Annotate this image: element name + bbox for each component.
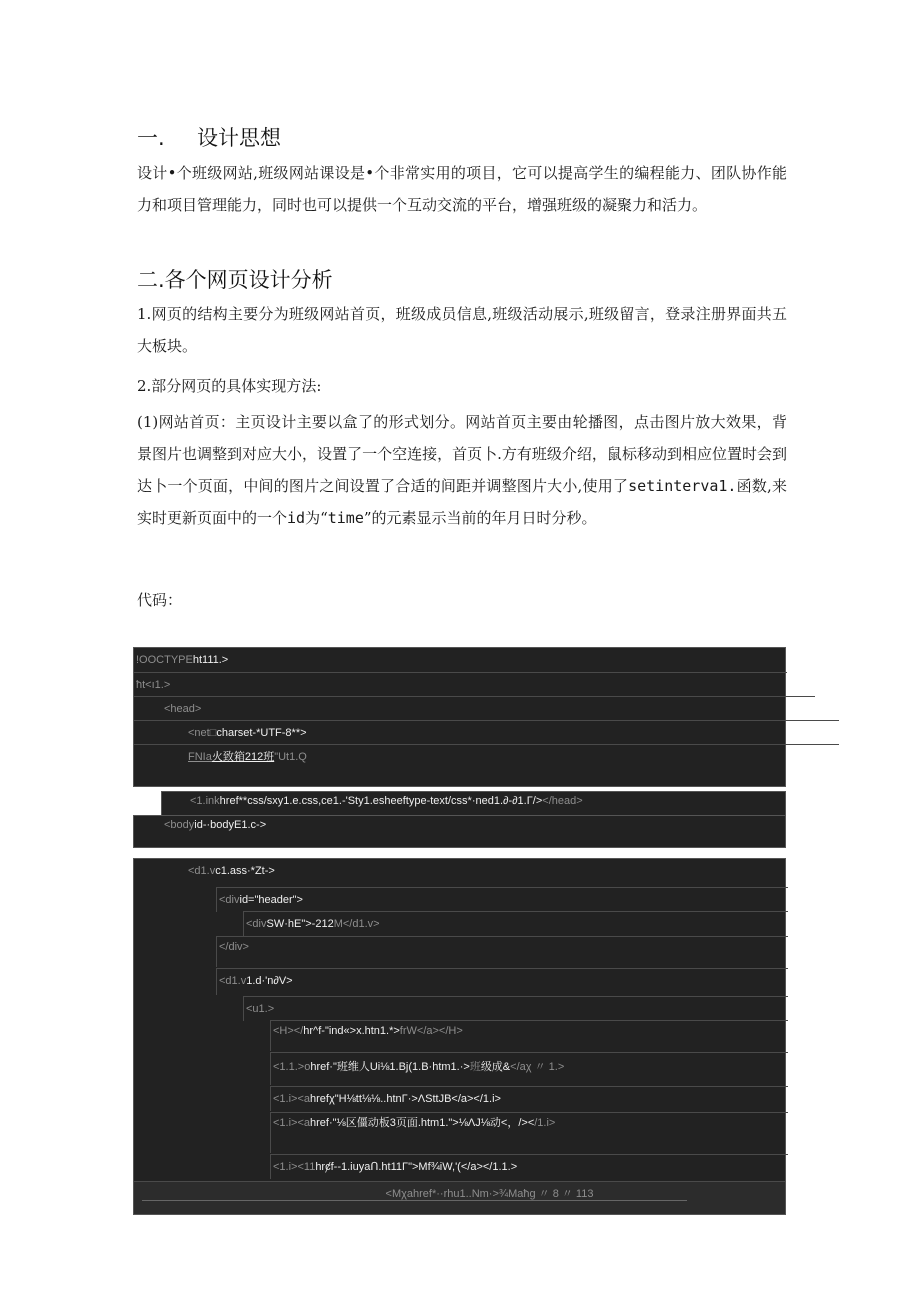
code-line — [270, 1020, 788, 1051]
code-tag: 班 — [469, 1061, 481, 1073]
code-tag: <1.i><a — [273, 1117, 311, 1129]
divider — [142, 1200, 687, 1201]
code-tag: <d1.v — [219, 975, 247, 987]
code-line — [270, 1052, 788, 1085]
heading-page-analysis: 二.各个网页设计分析 — [137, 268, 333, 292]
paragraph-methods: 2.部分网页的具体实现方法: — [137, 377, 322, 395]
code-tag: <net□ — [188, 727, 217, 739]
code-tag: <d1.v — [188, 865, 216, 877]
code-tag: M</d1.v> — [333, 918, 380, 930]
code-text: 1.d·'n∂V> — [246, 975, 293, 987]
homepage-text-c: 为“ — [305, 509, 328, 527]
code-tag: frW</a></H> — [399, 1025, 463, 1037]
code-tag: !OOCTYPE — [136, 654, 193, 666]
code-line — [270, 1154, 788, 1179]
heading-title: 设计思想 — [197, 126, 281, 150]
code-tag: <1.i><a — [273, 1093, 311, 1105]
code-line — [270, 1086, 788, 1111]
code-text: SW·hE">-212 — [266, 918, 334, 930]
homepage-text-b: 函数,来实时更新页面中的一个 — [137, 477, 787, 527]
code-block-body — [133, 815, 786, 848]
heading-number: 一. — [137, 126, 165, 150]
code-text: id="header"> — [239, 894, 303, 906]
code-tag: </head> — [542, 795, 583, 807]
code-text: ht111.> — [192, 654, 229, 666]
homepage-text-d: ”的元素显示当前的年月日时分秒。 — [363, 509, 597, 527]
code-tag: </div> — [219, 941, 249, 953]
code-block-link — [161, 791, 786, 816]
code-text: href·"⅛区僵动板3页面.htm1.">⅛ΛJ⅛动<，/>< — [310, 1117, 535, 1129]
code-tag: /1.i> — [534, 1117, 556, 1129]
code-tag: "Ut1.Q — [274, 751, 307, 763]
paragraph-homepage — [137, 406, 787, 534]
code-text: 级成& — [480, 1061, 511, 1073]
code-label: 代码： — [137, 591, 183, 609]
code-tag: <head> — [164, 703, 202, 715]
code-tag: <div — [246, 918, 267, 930]
code-text: c1.ass·*Zt-> — [215, 865, 275, 877]
code-line — [270, 1112, 788, 1153]
code-line — [134, 648, 787, 672]
code-line — [134, 859, 839, 883]
code-tag: <H></ — [273, 1025, 304, 1037]
code-line — [162, 792, 813, 814]
code-line — [134, 816, 815, 836]
code-tag: FNIa — [188, 751, 212, 763]
code-line — [216, 936, 788, 967]
code-tag: <1.i><11 — [273, 1161, 316, 1173]
code-tag: <1.ink — [190, 795, 220, 807]
code-setinterval: setinterva1. — [628, 477, 737, 495]
code-line — [134, 672, 787, 697]
code-block-nav — [133, 858, 786, 1215]
code-line — [243, 911, 788, 936]
code-text: hr^f-"ind«>x.htn1.*> — [303, 1025, 400, 1037]
code-tag: <div — [219, 894, 240, 906]
code-tag: <1.1.>o — [273, 1061, 311, 1073]
code-text: id-·bodyE1.c-> — [194, 819, 267, 831]
homepage-text-a: (1)网站首页：主页设计主要以盒了的形式划分。网站首页主要由轮播图，点击图片放大效果，背景图片也调整到对应大小，设置了一个空连接，首页卜.方有班级介绍，鼠标移动到相应位置时会到达卜一个页面，中间的图片之间设置了合适的间距并调整图片大小,使用了 — [137, 413, 787, 495]
code-line — [243, 996, 788, 1021]
code-line — [134, 696, 815, 721]
code-tag: </aχ 〃 1.> — [510, 1061, 565, 1073]
code-line — [134, 1181, 785, 1214]
paragraph-structure: 1.网页的结构主要分为班级网站首页，班级成员信息,班级活动展示,班级留言，登录注册界面共五大板块。 — [137, 305, 787, 355]
code-line — [216, 887, 788, 912]
code-time: time — [327, 509, 364, 527]
code-text: hrȼf--1.iuyaՈ.ht11Γ">Mf¾iW,'(</a></1.1.> — [315, 1161, 518, 1173]
code-text: charset-*UTF-8**> — [216, 727, 307, 739]
paragraph-intro: 设计•个班级网站,班级网站课设是•个非常实用的项目，它可以提高学生的编程能力、团队协作能力和项目管理能力，同时也可以提供一个互动交流的平台，增强班级的凝聚力和活力。 — [137, 164, 787, 214]
code-line — [134, 720, 839, 745]
code-text: <Mχahref*··rhu1..Nm·>¾Maħg 〃 8 〃 113 — [385, 1188, 594, 1200]
code-line — [216, 968, 788, 995]
code-block-head — [133, 647, 786, 787]
code-tag: <body — [164, 819, 195, 831]
code-text: href·"班维人Ui⅛1.Bj(1.B·htm1.·> — [310, 1061, 470, 1073]
heading-design-idea — [137, 122, 281, 152]
code-line — [134, 744, 839, 787]
code-tag: <u1.> — [246, 1003, 275, 1015]
code-text: 火致箱212班 — [211, 751, 275, 763]
code-tag: ħt<ı1.> — [136, 679, 171, 691]
code-id: id — [287, 509, 306, 527]
code-text: href**css/sxy1.e.css,ce1.-'Sty1.esheeftype-text/css*·ned1.∂-∂1.Γ/> — [219, 795, 543, 807]
code-text: hrefχ"H⅛tt⅛⅛..htnΓ·>ΛSttJB</a></1.i> — [310, 1093, 501, 1105]
